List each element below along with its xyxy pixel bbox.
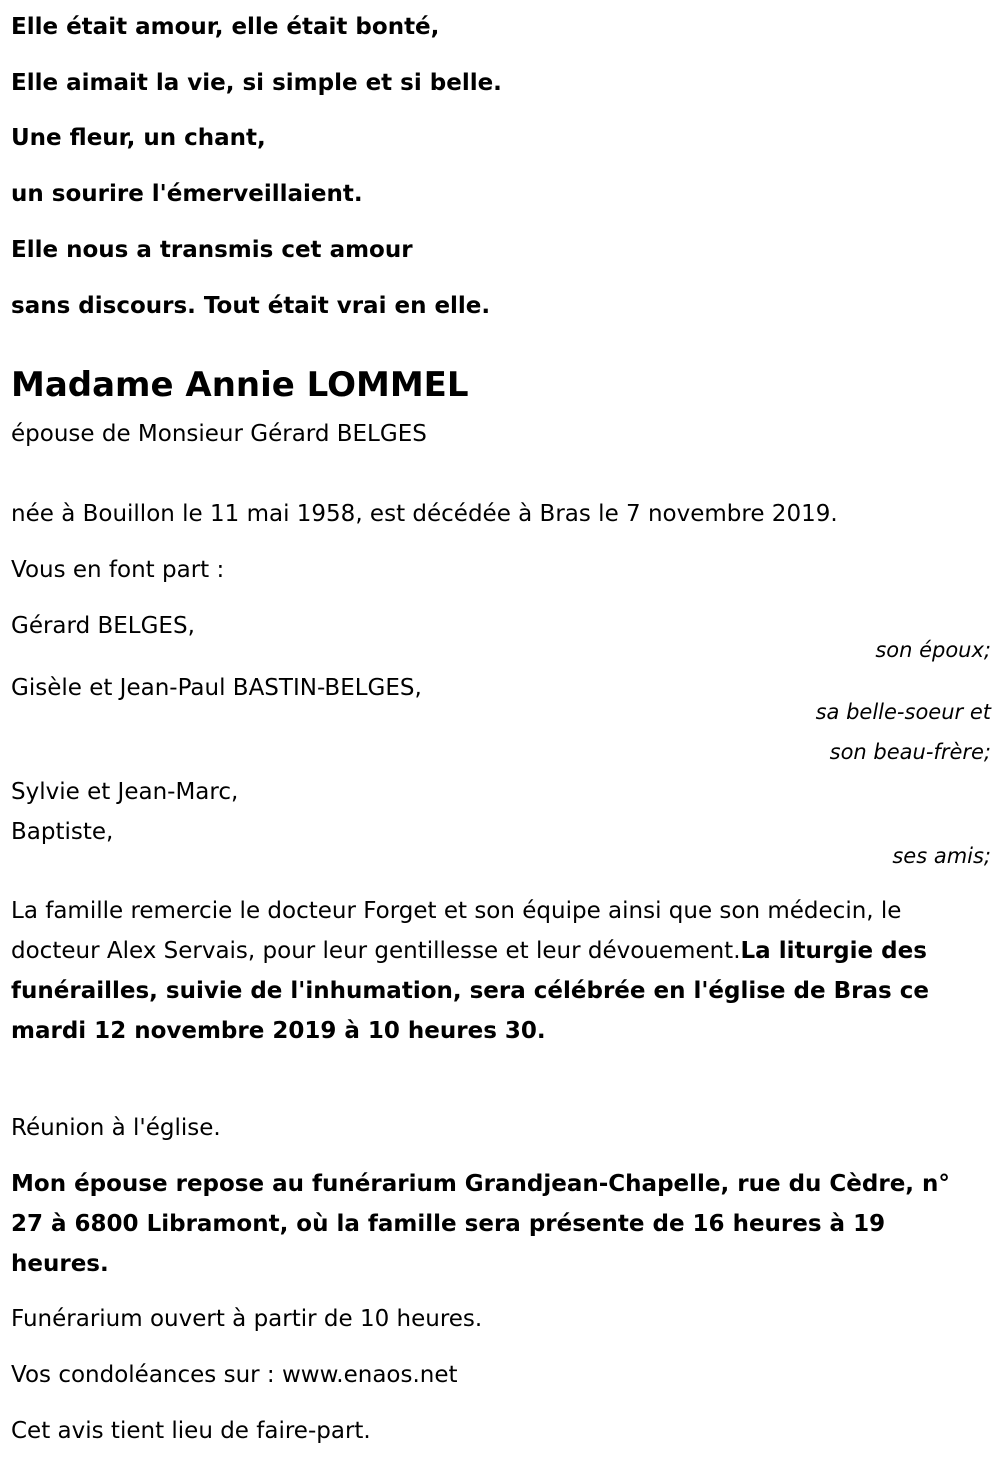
- family-relation: son époux;: [875, 638, 991, 662]
- family-relation: ses amis;: [892, 844, 991, 868]
- poem-line: sans discours. Tout était vrai en elle.: [11, 293, 491, 319]
- funeral-home-text: Mon épouse repose au funérarium Grandjean-Chapelle, rue du Cèdre, n° 27 à 6800 Libramont, où la famille sera présente de 16 heures à 19 heures.: [11, 1171, 950, 1277]
- poem-line: Une fleur, un chant,: [11, 125, 266, 151]
- condolences-line: Vos condoléances sur : www.enaos.net: [11, 1362, 458, 1388]
- family-member-name: Gérard BELGES,: [11, 613, 195, 639]
- poem-line: un sourire l'émerveillaient.: [11, 181, 363, 207]
- family-relation: son beau-frère;: [829, 740, 991, 764]
- family-member-name: Sylvie et Jean-Marc,: [11, 779, 239, 805]
- family-relation: sa belle-soeur et: [815, 700, 991, 724]
- family-member-name: Gisèle et Jean-Paul BASTIN-BELGES,: [11, 675, 422, 701]
- spouse-line: épouse de Monsieur Gérard BELGES: [11, 421, 427, 447]
- family-member-name: Baptiste,: [11, 819, 114, 845]
- opening-hours: Funérarium ouvert à partir de 10 heures.: [11, 1306, 483, 1332]
- poem-line: Elle était amour, elle était bonté,: [11, 14, 440, 40]
- deceased-name: Madame Annie LOMMEL: [11, 365, 469, 405]
- announce-intro: Vous en font part :: [11, 557, 225, 583]
- birth-death-line: née à Bouillon le 11 mai 1958, est décédée à Bras le 7 novembre 2019.: [11, 501, 838, 527]
- poem-line: Elle aimait la vie, si simple et si belle.: [11, 70, 502, 96]
- notice-line: Cet avis tient lieu de faire-part.: [11, 1418, 371, 1444]
- funeral-home-paragraph: [11, 1164, 986, 1284]
- poem-line: Elle nous a transmis cet amour: [11, 237, 413, 263]
- thanks-text: La famille remercie le docteur Forget et son équipe ainsi que son médecin, le docteur Alex Servais, pour leur gentillesse et leur dévouement.: [11, 898, 902, 964]
- thanks-paragraph: [11, 891, 986, 1051]
- meeting-note: Réunion à l'église.: [11, 1115, 221, 1141]
- liturgy-text: La liturgie des funérailles, suivie de l'inhumation, sera célébrée en l'église de Bras ce mardi 12 novembre 2019 à 10 heures 30.: [11, 938, 929, 1044]
